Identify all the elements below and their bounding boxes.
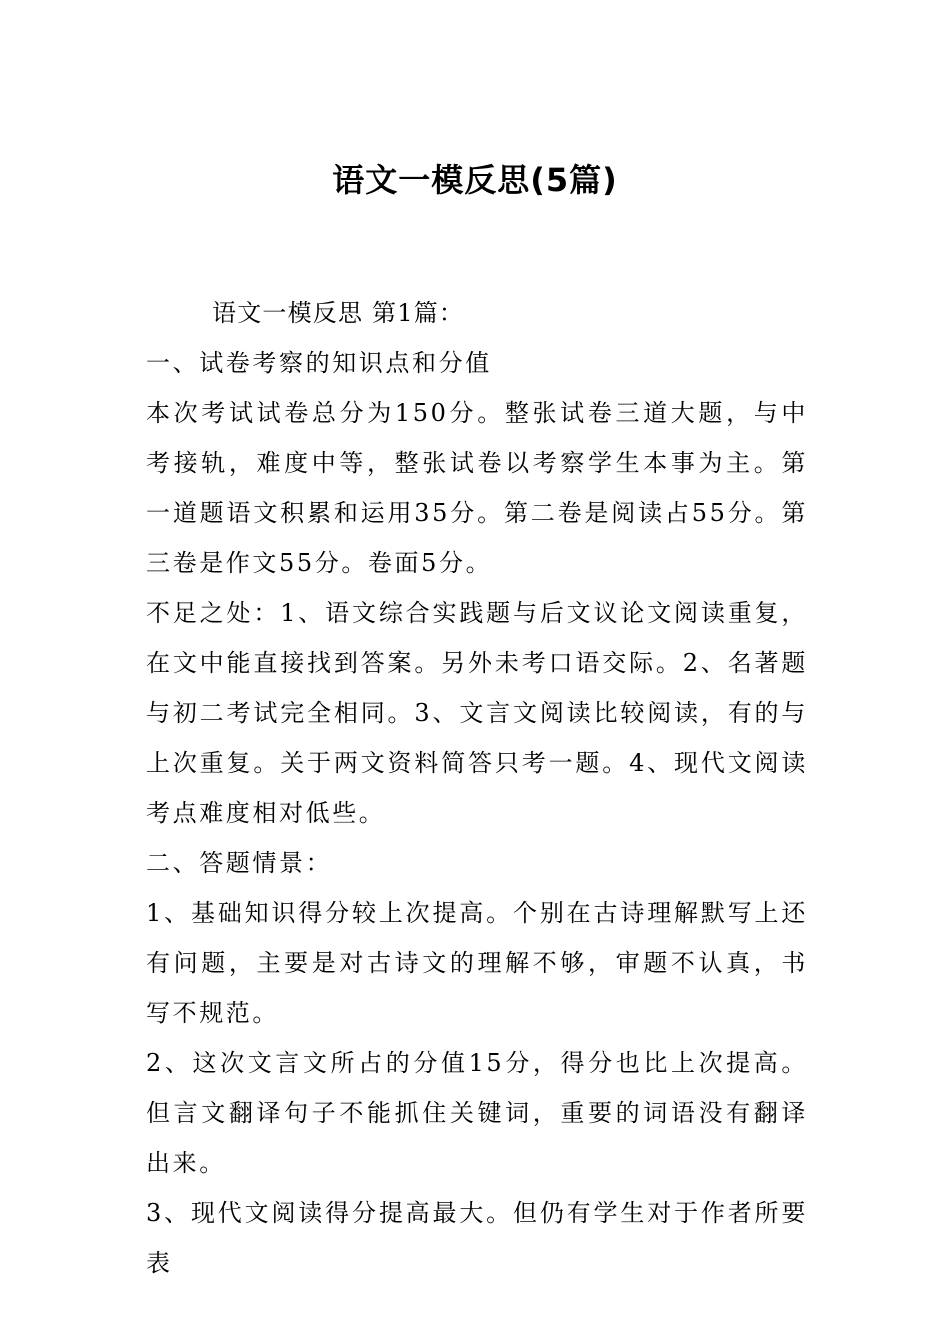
paragraph: 本次考试试卷总分为150分。整张试卷三道大题，与中考接轨，难度中等，整张试卷以考察学生本事为主。第一道题语文积累和运用35分。第二卷是阅读占55分。第三卷是作文55分。卷面5分。 <box>146 399 808 577</box>
document-title: 语文一模反思(5篇) <box>332 161 618 199</box>
paragraph: 二、答题情景： <box>146 849 333 877</box>
paragraph: 1、基础知识得分较上次提高。个别在古诗理解默写上还有问题，主要是对古诗文的理解不够，审题不认真，书写不规范。 <box>146 899 808 1027</box>
section-heading: 语文一模反思 第1篇： <box>212 299 465 327</box>
document-body <box>146 288 808 1288</box>
paragraph: 不足之处：1、语文综合实践题与后文议论文阅读重复，在文中能直接找到答案。另外未考口语交际。2、名著题与初二考试完全相同。3、文言文阅读比较阅读，有的与上次重复。关于两文资料简答只考一题。4、现代文阅读考点难度相对低些。 <box>146 599 808 827</box>
paragraph: 2、这次文言文所占的分值15分，得分也比上次提高。但言文翻译句子不能抓住关键词，重要的词语没有翻译出来。 <box>146 1049 808 1177</box>
paragraph: 一、试卷考察的知识点和分值 <box>146 349 492 377</box>
paragraph: 3、现代文阅读得分提高最大。但仍有学生对于作者所要表 <box>146 1199 808 1277</box>
